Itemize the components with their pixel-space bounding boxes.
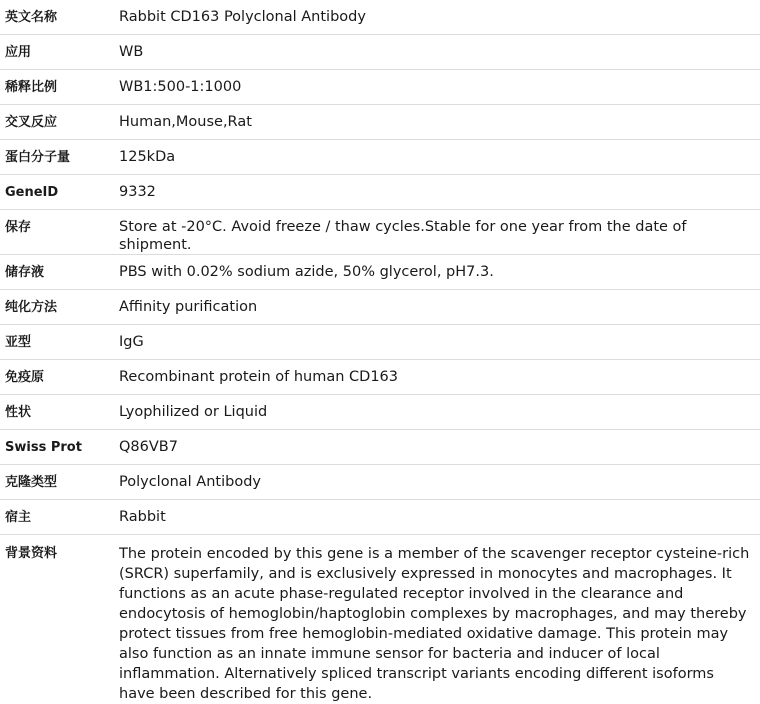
spec-value: Recombinant protein of human CD163 [118, 360, 760, 395]
spec-row-purification [0, 290, 760, 325]
spec-label: 纯化方法 [0, 290, 118, 325]
spec-value: Polyclonal Antibody [118, 465, 760, 500]
spec-label: 保存 [0, 210, 118, 255]
spec-label: 性状 [0, 395, 118, 430]
spec-row-form [0, 395, 760, 430]
spec-value: Lyophilized or Liquid [118, 395, 760, 430]
spec-row-dilution [0, 70, 760, 105]
background-description: The protein encoded by this gene is a member of the scavenger receptor cysteine-rich (SRCR) superfamily, and is exclusively expressed in monocytes and macrophages. It functions as an acute phase-regulated receptor involved in the clearance and endocytosis of hemoglobin/haptoglobin complexes by macrophages, and may thereby protect tissues from free hemoglobin-mediated oxidative damage. This protein may also function as an innate immune sensor for bacteria and inducer of local inflammation. Alternatively spliced transcript variants encoding different isoforms have been described for this gene. [118, 535, 760, 704]
spec-value: Affinity purification [118, 290, 760, 325]
spec-label: 免疫原 [0, 360, 118, 395]
spec-label: GeneID [0, 175, 118, 210]
spec-label: Swiss Prot [0, 430, 118, 465]
spec-row-swiss-prot [0, 430, 760, 465]
spec-label: 宿主 [0, 500, 118, 535]
spec-label: 亚型 [0, 325, 118, 360]
spec-label: 交叉反应 [0, 105, 118, 140]
spec-row-background [0, 535, 760, 704]
spec-value: Rabbit [118, 500, 760, 535]
spec-row-gene-id [0, 175, 760, 210]
spec-row-host [0, 500, 760, 535]
spec-row-storage [0, 210, 760, 255]
spec-value: 125kDa [118, 140, 760, 175]
spec-row-buffer [0, 255, 760, 290]
spec-label: 背景资料 [0, 535, 118, 704]
spec-value: Q86VB7 [118, 430, 760, 465]
spec-row-application [0, 35, 760, 70]
spec-value: Rabbit CD163 Polyclonal Antibody [118, 0, 760, 35]
spec-row-clonality [0, 465, 760, 500]
spec-value: 9332 [118, 175, 760, 210]
spec-row-molecular-weight [0, 140, 760, 175]
spec-label: 英文名称 [0, 0, 118, 35]
spec-label: 储存液 [0, 255, 118, 290]
spec-row-immunogen [0, 360, 760, 395]
spec-label: 稀释比例 [0, 70, 118, 105]
spec-value: Human,Mouse,Rat [118, 105, 760, 140]
spec-value: WB1:500-1:1000 [118, 70, 760, 105]
spec-row-english-name [0, 0, 760, 35]
spec-value: Store at -20°C. Avoid freeze / thaw cycles.Stable for one year from the date of shipment. [118, 210, 760, 255]
spec-label: 蛋白分子量 [0, 140, 118, 175]
spec-value: WB [118, 35, 760, 70]
spec-row-isotype [0, 325, 760, 360]
spec-label: 应用 [0, 35, 118, 70]
spec-value: IgG [118, 325, 760, 360]
spec-row-cross-reactivity [0, 105, 760, 140]
spec-value: PBS with 0.02% sodium azide, 50% glycerol, pH7.3. [118, 255, 760, 290]
spec-label: 克隆类型 [0, 465, 118, 500]
